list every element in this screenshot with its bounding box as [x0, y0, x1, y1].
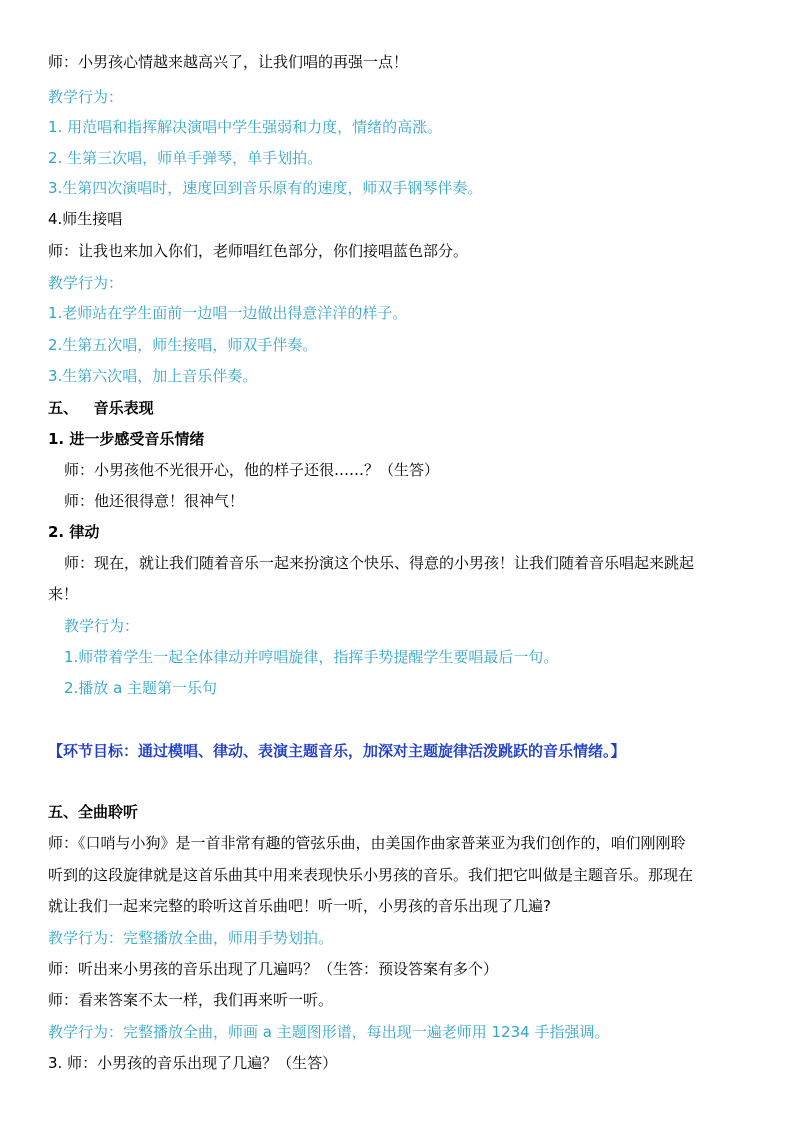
- section-heading: 五、全曲聆听: [48, 803, 139, 821]
- text-line: 就让我们一起来完整的聆听这首乐曲吧！听一听，小男孩的音乐出现了几遍?: [48, 897, 551, 915]
- text-line: 师：让我也来加入你们，老师唱红色部分，你们接唱蓝色部分。: [48, 242, 469, 260]
- text-line: 师：《口哨与小狗》是一首非常有趣的管弦乐曲，由美国作曲家普莱亚为我们创作的，咱们刚刚聆: [48, 834, 686, 852]
- teaching-action-item: 3.生第四次演唱时，速度回到音乐原有的速度，师双手钢琴伴奏。: [48, 179, 483, 197]
- text-line: 3. 师：小男孩的音乐出现了几遍？（生答）: [48, 1054, 338, 1072]
- text-line: 师：小男孩他不光很开心，他的样子还很……？（生答）: [64, 461, 440, 479]
- teaching-action-item: 1.师带着学生一起全体律动并哼唱旋律，指挥手势提醒学生要唱最后一句。: [64, 648, 559, 666]
- teaching-action-item: 教学行为：完整播放全曲，师画 a 主题图形谱，每出现一遍老师用 1234 手指强调。: [48, 1023, 610, 1041]
- text-line: 4.师生接唱: [48, 210, 123, 228]
- text-line: 师：看来答案不太一样，我们再来听一听。: [48, 991, 334, 1009]
- teaching-action-heading: 教学行为：: [48, 88, 124, 106]
- teaching-action-item: 2.生第五次唱，师生接唱，师双手伴奏。: [48, 336, 318, 354]
- subsection-heading: 1. 进一步感受音乐情绪: [48, 430, 205, 448]
- teaching-action-item: 1. 用范唱和指挥解决演唱中学生强弱和力度，情绪的高涨。: [48, 118, 443, 136]
- teaching-action-item: 教学行为：完整播放全曲，师用手势划拍。: [48, 929, 334, 947]
- teaching-action-item: 3.生第六次唱，加上音乐伴奏。: [48, 367, 258, 385]
- text-line: 师：他还很得意！很神气！: [64, 492, 245, 510]
- section-heading: 五、 音乐表现: [48, 399, 154, 417]
- text-line: 听到的这段旋律就是这首乐曲其中用来表现快乐小男孩的音乐。我们把它叫做是主题音乐。那现在: [48, 866, 694, 884]
- subsection-heading: 2. 律动: [48, 523, 100, 541]
- teaching-action-heading: 教学行为：: [64, 617, 140, 635]
- text-line: 师：小男孩心情越来越高兴了，让我们唱的再强一点！: [48, 53, 409, 71]
- text-line: 师：听出来小男孩的音乐出现了几遍吗？（生答：预设答案有多个）: [48, 960, 499, 978]
- teaching-action-item: 1.老师站在学生面前一边唱一边做出得意洋洋的样子。: [48, 304, 408, 322]
- teaching-action-item: 2.播放 a 主题第一乐句: [64, 679, 218, 697]
- text-line: 师：现在，就让我们随着音乐一起来扮演这个快乐、得意的小男孩！让我们随着音乐唱起来跳起: [64, 554, 695, 572]
- section-goal: 【环节目标：通过模唱、律动、表演主题音乐，加深对主题旋律活泼跳跃的音乐情绪。】: [48, 742, 626, 760]
- text-line: 来！: [48, 585, 79, 603]
- teaching-action-item: 2. 生第三次唱，师单手弹琴，单手划拍。: [48, 149, 323, 167]
- teaching-action-heading: 教学行为：: [48, 274, 124, 292]
